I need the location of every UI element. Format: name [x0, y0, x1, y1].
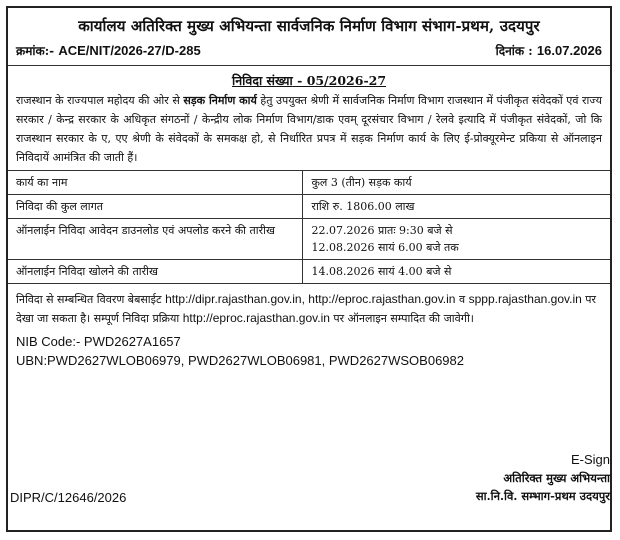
date-value: 16.07.2026	[536, 43, 602, 58]
tender-number-label: निविदा संख्या	[231, 73, 293, 88]
dipr-number: DIPR/C/12646/2026	[10, 490, 127, 505]
nib-code: NIB Code:- PWD2627A1657	[16, 334, 181, 349]
reference-row	[8, 42, 610, 59]
row-label: निविदा की कुल लागत	[8, 195, 303, 219]
website-paragraph	[8, 284, 610, 328]
intro-work-type: सड़क निर्माण कार्य	[183, 94, 257, 107]
row-value-line: 12.08.2026 सायं 6.00 बजे तक	[311, 241, 459, 254]
table-row	[8, 195, 610, 219]
table-row	[8, 219, 610, 260]
table-row	[8, 171, 610, 195]
tender-number-value: - 05/2026-27	[292, 73, 387, 88]
row-value	[303, 171, 610, 195]
row-value-line: 22.07.2026 प्रातः 9:30 बजे से	[311, 224, 453, 237]
intro-text-2: हेतु उपयुक्त श्रेणी में सार्वजनिक निर्माण विभाग राजस्थान में पंजीकृत संवेदकों एवं राज्य सरकार / केन्द्र सरकार के अधिकृत संगठनों / केन्द्रीय लोक निर्माण विभाग/डाक एवम् दूरसंचार विभाग / रेलवे इत्यादि में पंजीकृत संवेदकों, जो कि राजस्थान सरकार के ए, एए श्रेणी के संवेदकों के समकक्ष हो, से निर्धारित प्रपत्र में सड़क निर्माण कार्य के लिए ई-प्रोक्यूरमेन्ट प्रकिया से ऑनलाइन निविदायें आमंत्रित की जाती हैं।	[16, 94, 602, 164]
website-link[interactable]: http://eproc.rajasthan.gov.in	[182, 311, 330, 325]
divider	[8, 65, 610, 66]
ubn-codes: UBN:PWD2627WLOB06979, PWD2627WLOB06981, PWD2627WSOB06982	[16, 353, 464, 368]
website-text-1: निविदा से सम्बन्धित विवरण बेबसाईट	[16, 293, 166, 306]
row-label: कार्य का नाम	[8, 171, 303, 195]
website-link[interactable]: http://dipr.rajasthan.gov.in, http://eproc.rajasthan.gov.in	[165, 292, 456, 306]
row-value-line: राशि रु. 1806.00 लाख	[311, 200, 415, 213]
row-value	[303, 219, 610, 260]
reference-label: क्रमांक:-	[16, 44, 55, 58]
officer-office: सा.नि.वि. सम्भाग-प्रथम उदयपुर	[475, 489, 610, 503]
officer-designation: अतिरिक्त मुख्य अभियन्ता	[503, 471, 610, 485]
invitation-paragraph	[8, 89, 610, 170]
website-text-2: व	[455, 293, 469, 306]
reference-number	[16, 42, 201, 59]
procurement-codes	[8, 328, 610, 370]
row-value-line: कुल 3 (तीन) सड़क कार्य	[311, 176, 412, 189]
website-text-3: पर देखा जा सकता है। सम्पूर्ण निविदा प्रक्रिया	[16, 293, 597, 325]
row-value	[303, 195, 610, 219]
website-text-4: पर ऑनलाइन सम्पादित की जावेगी।	[329, 312, 474, 325]
table-row	[8, 260, 610, 284]
tender-details-table	[8, 170, 610, 284]
tender-notice	[6, 6, 612, 532]
row-value	[303, 260, 610, 284]
website-link[interactable]: sppp.rajasthan.gov.in	[468, 292, 582, 306]
row-label: ऑनलाईन निविदा खोलने की तारीख	[8, 260, 303, 284]
notice-date	[496, 42, 602, 59]
row-label: ऑनलाईन निविदा आवेदन डाउनलोड एवं अपलोड करने की तारीख	[8, 219, 303, 260]
tender-number	[8, 72, 610, 89]
date-label: दिनांक :	[495, 44, 533, 58]
office-title: कार्यालय अतिरिक्त मुख्य अभियन्ता सार्वजनिक निर्माण विभाग संभाग-प्रथम, उदयपुर	[78, 17, 540, 35]
intro-text-1: राजस्थान के राज्यपाल महोदय की ओर से	[16, 94, 184, 107]
reference-code: ACE/NIT/2026-27/D-285	[58, 43, 201, 58]
row-value-line: 14.08.2026 सायं 4.00 बजे से	[311, 265, 452, 278]
esign-label: E-Sign	[570, 452, 610, 467]
